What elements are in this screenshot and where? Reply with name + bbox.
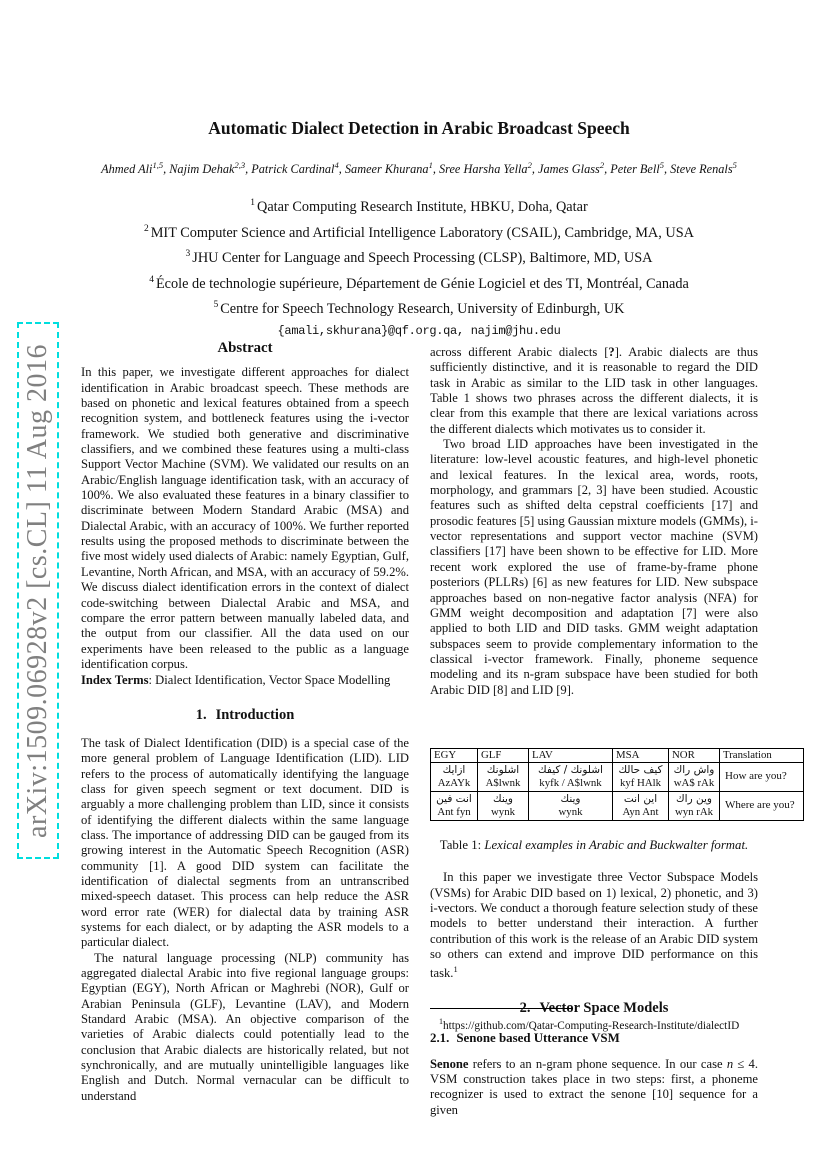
- affiliations: [75, 193, 763, 321]
- author: Najim Dehak$^{2,3}$,: [169, 160, 252, 177]
- buckwalter-text: Ant fyn: [437, 806, 471, 819]
- rc-paragraph-1: across different Arabic dialects [?]. Arabic dialects are thus sufficiently distinctive, and it is reasonable to regard the DID task in Arabic as similar to the LID task in other languages. Table 1 shows two phrases across the different dialects, it is clear from this example that there are lexical variations across the different dialects which motivates us to consider it.: [430, 345, 758, 436]
- table-1: [430, 748, 795, 821]
- table-1-caption: Table 1: Lexical examples in Arabic and Buckwalter format.: [439, 837, 749, 852]
- abstract-heading: Abstract: [217, 340, 273, 356]
- affiliation-2: $^2$ MIT Computer Science and Artificial Intelligence Laboratory (CSAIL), Cambridge, MA, USA: [143, 223, 695, 241]
- buckwalter-text: kyfk / A$lwnk: [539, 777, 602, 790]
- buckwalter-text: kyf HAlk: [619, 777, 662, 790]
- abstract-body: In this paper, we investigate different approaches for dialect identification in Arabic broadcast speech. These methods are based on phonetic and lexical features obtained from a speech recognition system, and bottleneck features using the i-vector framework. We studied both generative and discriminative classifiers, and we combined these features using a multi-class Support Vector Machine (SVM). We validated our results on an Arabic/English language identification task, with an accuracy of 100%. We also evaluated these features in a binary classifier to discriminate between Modern Standard Arabic (MSA) and Dialectal Arabic, with an accuracy of 100%. We further reported results using the proposed methods to discriminate between the five most widely used dialects of Arabic: namely Egyptian, Gulf, Levantine, North African, and MSA, with an accuracy of 59.2%. We discuss dialect identification errors in the context of dialect code-switching between Dialectal Arabic and MSA, and compare the error pattern between manually labeled data, and the output from our classifier. All the data used on our experiments have been released to the public as a language identification corpus.: [81, 365, 409, 671]
- index-terms-label: Index Terms: [81, 673, 149, 688]
- author-line: [75, 160, 763, 177]
- buckwalter-text: A$lwnk: [485, 777, 521, 790]
- cell-egy: [431, 791, 478, 820]
- buckwalter-text: wynk: [558, 806, 583, 819]
- cell-egy: [431, 762, 478, 791]
- intro-paragraph-2: The natural language processing (NLP) community has aggregated dialectal Arabic into five regional language groups: Egyptian (EGY), North African or Maghrebi (NOR), Gulf or Arabian Peninsula (GLF), Levantine (LAV), and Modern Standard Arabic (MSA). An objective comparison of the varieties of Arabic dialects could potentially lead to the conclusion that Arabic dialects are historically related, but not synchronically, and are mutually unintelligible languages like English and Dutch. Normal vernacular can be difficult to understand: [81, 950, 409, 1103]
- page-title: Automatic Dialect Detection in Arabic Broadcast Speech: [208, 118, 630, 138]
- buckwalter-text: Ayn Ant: [622, 806, 659, 819]
- cell-translation: How are you?: [720, 762, 804, 791]
- col-header-translation: Translation: [720, 748, 804, 762]
- cell-msa: [613, 791, 669, 820]
- author: James Glass$^2$,: [537, 160, 611, 177]
- footnote-rule: [430, 1008, 573, 1009]
- arabic-text: كيف حالك: [618, 764, 663, 777]
- arabic-text: اشلونك: [486, 764, 520, 777]
- author: Steve Renals$^5$: [670, 160, 737, 177]
- arabic-text: وين راك: [676, 793, 712, 806]
- footnote-url-link[interactable]: https://github.com/Qatar-Computing-Research-Institute/dialectID: [443, 1019, 740, 1032]
- section-2-1-heading: 2.1. Senone based Utterance VSM: [430, 1031, 620, 1046]
- arabic-text: انت فين: [436, 793, 472, 806]
- intro-paragraph-1: The task of Dialect Identification (DID) is a special case of the more general problem of Language Identification (LID). LID refers to the process of automatically identifying the language class for given speech segment or text document. DID is arguably a more challenging problem than LID, since it consists of identifying the different dialects within the same language class. The importance of addressing DID can be gauged from its growing interest in the Automatic Speech Recognition (ASR) community [1]. A good DID system can facilitate the identification of dialectal segments from an untranscribed mixed-speech dataset. This process can help reduce the ASR word error rate (WER) for dialectal data by training ASR systems for each dialect, or by adapting the ASR models to a particular dialect.: [81, 735, 409, 950]
- cell-lav: [529, 791, 613, 820]
- index-terms: Index Terms: Dialect Identification, Vector Space Modelling: [81, 673, 391, 688]
- senone-paragraph: Senone refers to an n-gram phone sequence. In our case n ≤ 4. VSM construction takes place in two steps: first, a phoneme recognizer is used to extract the senone [10] sequence for a given: [430, 1056, 758, 1117]
- buckwalter-text: wyn rAk: [674, 806, 714, 819]
- table-header-row: [431, 748, 804, 762]
- author: Ahmed Ali$^{1,5}$,: [101, 160, 170, 177]
- col-header-msa: MSA: [613, 748, 669, 762]
- rc-paragraph-3: In this paper we investigate three Vector Subspace Models (VSMs) for Arabic DID based on 1) lexical, 2) phonetic, and 3) i-vectors. We conduct a thorough feature selection study of these models to better understand their interaction. A further contribution of this work is the release of an Arabic DID system so others can extend and improve DID performance on this task.$^1$: [430, 870, 758, 981]
- cell-nor: [669, 791, 720, 820]
- arabic-text: ازايك: [442, 764, 466, 777]
- col-header-egy: EGY: [431, 748, 478, 762]
- footnote-marker: 1: [453, 964, 458, 975]
- affiliation-4: $^4$ École de technologie supérieure, Département de Génie Logiciel et des TI, Montréal, Canada: [149, 274, 689, 292]
- rc-paragraph-2: Two broad LID approaches have been investigated in the literature: low-level acoustic features, and high-level phonetic and lexical features. In the lexical area, words, roots, morphology, and grammars [2, 3] have been studied. Acoustic features such as shifted delta cepstral coefficients [17] and prosodic features [5] using Gaussian mixture models (GMMs), i-vector representations and support vector machine (SVM) classifiers [17] have been shown to be effective for LID. More recent work explored the use of frame-by-frame phone posteriors (PLLRs) [6] as new features for LID. New subspace approaches based on non-negative factor analysis (NFA) for GMM weight decomposition and adaptation [7] were also applied to both LID and DID tasks. GMM weight adaptation subspaces seem to provide complementary information to the classical i-vector framework. Finally, phoneme sequence modeling and its n-gram subspace have been studied for both Arabic DID [8] and LID [9].: [430, 437, 758, 697]
- arabic-text: واش راك: [673, 764, 715, 777]
- section-1-heading: 1. Introduction: [195, 706, 295, 723]
- paper-header: [75, 118, 763, 338]
- col-header-glf: GLF: [478, 748, 529, 762]
- author: Sameer Khurana$^1$,: [344, 160, 439, 177]
- author: Patrick Cardinal$^4$,: [251, 160, 345, 177]
- left-column: [81, 341, 409, 1104]
- table-row: [431, 791, 804, 820]
- arabic-text: وينك: [492, 793, 513, 806]
- col-header-lav: LAV: [529, 748, 613, 762]
- missing-ref-mark: ?: [608, 345, 615, 359]
- math-variable: n: [726, 1056, 734, 1071]
- author: Sree Harsha Yella$^2$,: [438, 160, 538, 177]
- cell-glf: [478, 791, 529, 820]
- email-line: {amali,skhurana}@qf.org.qa, najim@jhu.edu: [277, 323, 561, 338]
- table-row: [431, 762, 804, 791]
- arabic-text: اين انت: [623, 793, 658, 806]
- affiliation-1: $^1$ Qatar Computing Research Institute, HBKU, Doha, Qatar: [250, 198, 588, 215]
- col-header-nor: NOR: [669, 748, 720, 762]
- cell-nor: [669, 762, 720, 791]
- footnote-number: 1: [439, 1017, 443, 1026]
- buckwalter-text: AzAYk: [437, 777, 471, 790]
- arabic-text: اشلونك / كيفك: [538, 764, 603, 777]
- arxiv-watermark-box: [17, 322, 59, 859]
- arabic-text: وينك: [560, 793, 581, 806]
- arxiv-watermark-link[interactable]: arXiv:1509.06928v2 [cs.CL] 11 Aug 2016: [22, 343, 53, 838]
- buckwalter-text: wA$ rAk: [673, 777, 715, 790]
- footnote: [430, 1008, 758, 1033]
- section-2-heading: 2. Vector Space Models: [519, 999, 669, 1016]
- cell-glf: [478, 762, 529, 791]
- cell-msa: [613, 762, 669, 791]
- buckwalter-text: wynk: [491, 806, 515, 819]
- affiliation-5: $^5$ Centre for Speech Technology Research, University of Edinburgh, UK: [213, 300, 625, 318]
- right-column: [430, 345, 795, 1118]
- cell-translation: Where are you?: [720, 791, 804, 820]
- author: Peter Bell$^5$,: [610, 160, 671, 177]
- affiliation-3: $^3$ JHU Center for Language and Speech Processing (CLSP), Baltimore, MD, USA: [185, 249, 653, 266]
- cell-lav: [529, 762, 613, 791]
